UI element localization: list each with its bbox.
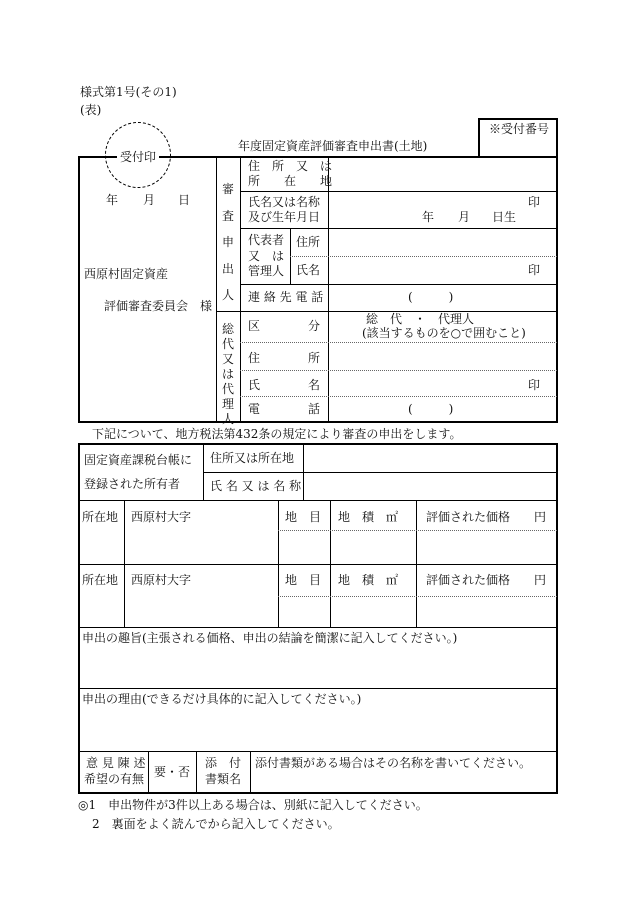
- prop-bottom-line: [79, 627, 557, 628]
- agent-name-seal: 印: [528, 378, 541, 392]
- form-number: 様式第1号(その1): [80, 85, 177, 99]
- prop1-category: 地 目: [285, 510, 322, 524]
- opinion-divider: [148, 752, 149, 793]
- prop2-dotted: [278, 596, 557, 597]
- rep-address-label: 住所: [296, 235, 321, 249]
- agent-category-value-2: (該当するものを○で囲むこと): [362, 326, 526, 340]
- reason-label: 申出の理由(できるだけ具体的に記入してください。): [82, 692, 362, 706]
- upper-right-border: [556, 156, 558, 422]
- agent-dotted-line: [240, 342, 557, 343]
- reason-bottom-line: [79, 751, 557, 752]
- prop1-price: 評価された価格 円: [426, 510, 547, 524]
- owner-bottom-line: [79, 500, 557, 501]
- owner-label-1: 固定資産課税台帳に: [84, 453, 193, 467]
- birth-day: 日生: [492, 210, 517, 224]
- addressee-line2: 評価審査委員会 様: [104, 299, 213, 313]
- prop2-category: 地 目: [285, 573, 322, 587]
- date-year: 年: [106, 193, 119, 207]
- name-label-1: 氏名又は名称: [248, 195, 321, 209]
- receipt-stamp-label: 受付印: [117, 148, 159, 165]
- lower-form-box: [78, 443, 558, 794]
- applicant-row-line: [240, 191, 557, 192]
- statement-text: 下記について、地方税法第432条の規定により審査の申出をします。: [92, 427, 462, 441]
- owner-address-label: 住所又は所在地: [210, 451, 295, 465]
- phone-paren: ( ): [408, 290, 454, 304]
- prop1-area: 地 積 ㎡: [338, 510, 399, 524]
- owner-row-line: [203, 472, 557, 473]
- agent-char: 総: [221, 322, 234, 336]
- agent-category-label: 区 分: [248, 319, 321, 333]
- form-title: 年度固定資産評価審査申出書(土地): [238, 139, 428, 153]
- opinion-divider: [250, 752, 251, 793]
- owner-name-label: 氏 名 又 は 名 称: [210, 479, 302, 493]
- rep-dotted-line: [290, 256, 557, 257]
- applicant-char: 人: [221, 288, 234, 303]
- applicant-row-line: [240, 284, 557, 285]
- rep-label-3: 管理人: [248, 264, 285, 278]
- agent-phone-label: 電 話: [248, 402, 321, 416]
- rep-seal: 印: [528, 263, 541, 277]
- prop2-price: 評価された価格 円: [426, 573, 547, 587]
- phone-label: 連 絡 先 電 話: [248, 290, 324, 304]
- prop2-area: 地 積 ㎡: [338, 573, 399, 587]
- date-month: 月: [143, 193, 156, 207]
- prop1-location-label: 所在地: [82, 510, 119, 524]
- agent-char: は: [221, 367, 234, 381]
- applicant-section-label: [221, 180, 235, 305]
- rep-label-2: 又 は: [248, 249, 285, 263]
- address-label-1: 住 所 又 は: [248, 159, 333, 173]
- address-label-2: 所 在 地: [248, 174, 333, 188]
- rep-name-label: 氏名: [296, 263, 321, 277]
- opinion-label-2: 希望の有無: [84, 772, 145, 786]
- applicant-row-line: [240, 228, 557, 229]
- purpose-bottom-line: [79, 688, 557, 689]
- agent-name-label: 氏 名: [248, 378, 321, 392]
- applicant-char: 審: [221, 182, 234, 196]
- opinion-divider: [196, 752, 197, 793]
- agent-phone-paren: ( ): [408, 402, 454, 416]
- agent-char: 人: [221, 412, 234, 426]
- addressee-line1: 西原村固定資産: [84, 267, 169, 281]
- prop2-location-label: 所在地: [82, 573, 119, 587]
- agent-address-label: 住 所: [248, 351, 321, 365]
- agent-dotted-line: [240, 370, 557, 371]
- birth-year: 年: [422, 210, 435, 224]
- agent-section-label: [221, 322, 235, 427]
- note-1: ◎1 申出物件が3件以上ある場合は、別紙に記入してください。: [78, 798, 428, 812]
- prop1-village: 西原村大字: [131, 510, 192, 524]
- applicant-char: 出: [221, 261, 234, 276]
- front-side-label: (表): [80, 103, 102, 117]
- agent-dotted-line: [240, 396, 557, 397]
- attach-label-1: 添 付: [205, 756, 242, 770]
- owner-label-2: 登録された所有者: [84, 477, 181, 491]
- opinion-choice: 要・否: [154, 765, 191, 779]
- prop-row-line: [79, 564, 557, 565]
- upper-left-border: [78, 156, 80, 422]
- attach-label-2: 書類名: [205, 772, 242, 786]
- applicant-col-divider: [216, 156, 217, 422]
- rep-label-1: 代表者: [248, 233, 285, 247]
- note-2: 2 裏面をよく読んでから記入してください。: [92, 817, 340, 831]
- name-seal: 印: [528, 195, 541, 209]
- receipt-number-label: ※受付番号: [489, 122, 550, 136]
- prop1-dotted: [278, 530, 557, 531]
- label-col-divider: [240, 156, 241, 422]
- value-col-divider: [328, 156, 329, 422]
- purpose-label: 申出の趣旨(主張される価格、申出の結論を簡潔に記入してください。): [82, 631, 458, 645]
- name-label-2: 及び生年月日: [248, 210, 321, 224]
- applicant-char: 査: [221, 208, 234, 223]
- applicant-char: 申: [221, 235, 234, 250]
- agent-category-value-1: 総 代 ・ 代理人: [366, 312, 475, 326]
- agent-char: 代: [221, 337, 234, 351]
- prop2-village: 西原村大字: [131, 573, 192, 587]
- agent-char: 理: [221, 397, 234, 411]
- attach-note: 添付書類がある場合はその名称を書いてください。: [255, 756, 532, 770]
- opinion-label-1: 意 見 陳 述: [86, 756, 146, 770]
- agent-char: 代: [221, 382, 234, 396]
- date-day: 日: [178, 193, 191, 207]
- agent-char: 又: [221, 352, 234, 366]
- birth-month: 月: [458, 210, 471, 224]
- upper-bottom-border: [78, 421, 558, 423]
